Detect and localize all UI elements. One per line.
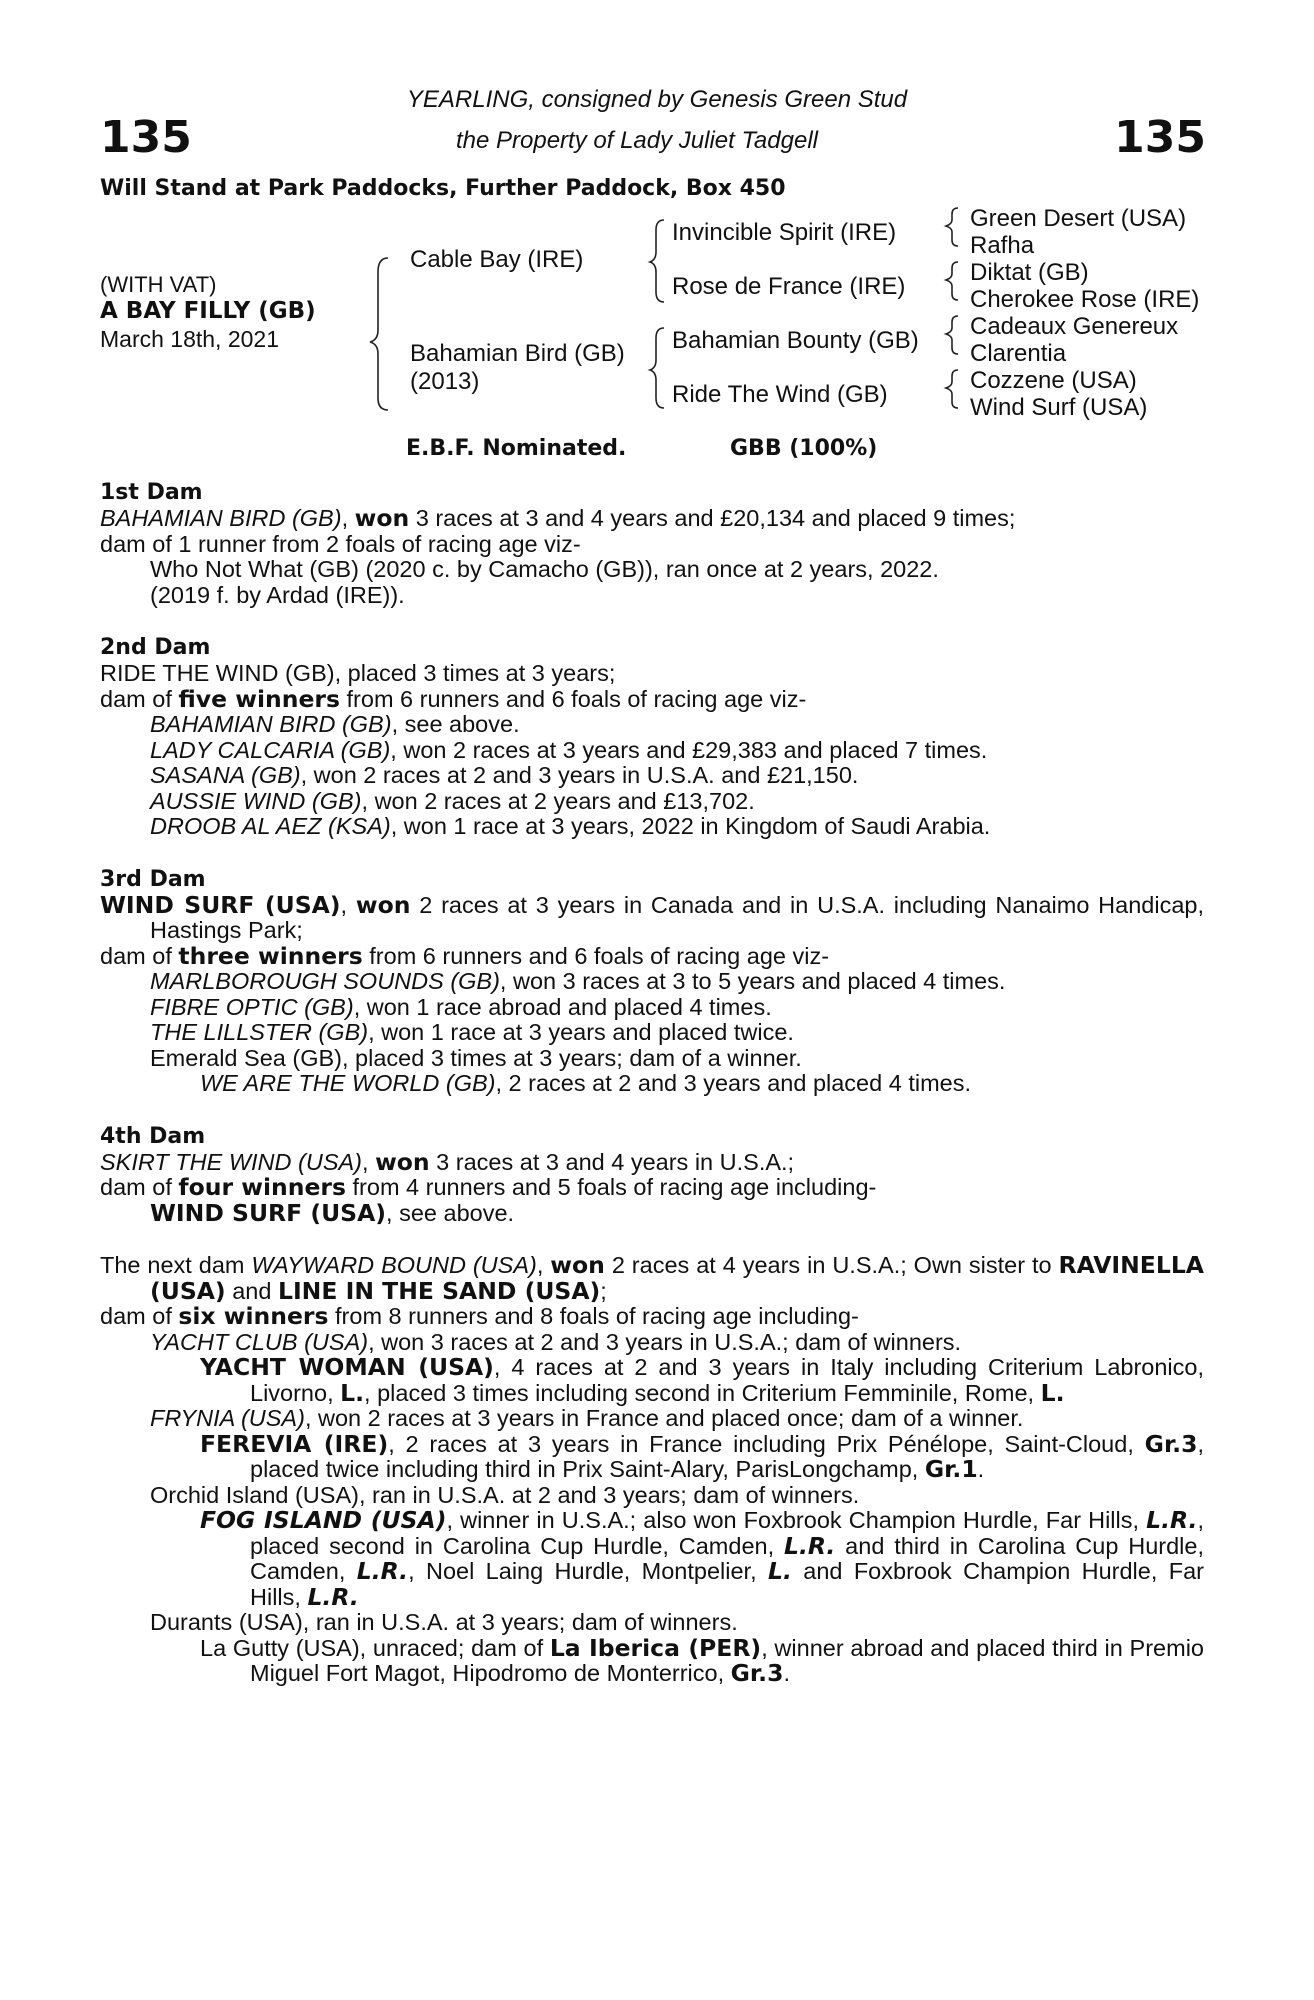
- record-text: YACHT CLUB (USA): [150, 1328, 369, 1355]
- record-text: won: [354, 504, 410, 532]
- dam-year: (2013): [410, 368, 480, 395]
- ds-sire: Cadeaux Genereux: [970, 313, 1179, 340]
- record-text: and Foxbrook Champion Hurdle, Far Hills,: [250, 1558, 1204, 1610]
- record-text: , Noel Laing Hurdle, Montpelier,: [408, 1558, 768, 1584]
- consignor-line: YEARLING, consigned by Genesis Green Stud: [406, 86, 908, 113]
- record-text: , won 2 races at 2 years and £13,702.: [361, 787, 755, 814]
- record-line: [100, 1429, 1204, 1483]
- record-text: dam of: [100, 942, 179, 969]
- record-text: LADY CALCARIA (GB): [150, 736, 391, 763]
- record-text: SKIRT THE WIND (USA): [100, 1148, 362, 1175]
- record-text: Gr.3: [730, 1659, 784, 1687]
- record-text: and: [225, 1277, 278, 1304]
- record-line: [100, 1147, 1204, 1176]
- record-text: Gr.1: [924, 1455, 978, 1483]
- record-text: L.R.: [356, 1557, 409, 1585]
- record-text: , 2 races at 2 and 3 years and placed 4 times.: [495, 1070, 971, 1096]
- section-heading: 2nd Dam: [100, 635, 211, 660]
- record-line: [100, 1304, 1204, 1330]
- record-text: L.R.: [783, 1531, 836, 1560]
- record-text: , won 3 races at 2 and 3 years in U.S.A.; dam of winners.: [368, 1328, 962, 1355]
- stand-location: Will Stand at Park Paddocks, Further Paddock, Box 450: [100, 176, 786, 201]
- produce-record: [100, 480, 1204, 1687]
- dam-section: [100, 635, 1204, 840]
- ebf-note: E.B.F. Nominated.: [406, 436, 627, 461]
- ds-dam: Clarentia: [970, 340, 1067, 367]
- record-text: ,: [536, 1252, 551, 1278]
- sd-sire: Diktat (GB): [970, 259, 1089, 286]
- record-line: [100, 738, 1204, 764]
- record-text: YACHT WOMAN (USA): [200, 1353, 494, 1381]
- record-line: [100, 1610, 1204, 1636]
- record-text: Who Not What (GB) (2020 c. by Camacho (GB)), ran once at 2 years, 2022.: [150, 556, 939, 582]
- record-text: FRYNIA (USA): [150, 1405, 305, 1431]
- record-text: MARLBOROUGH SOUNDS (GB): [150, 968, 500, 994]
- record-text: , won 1 race at 3 years and placed twice.: [368, 1019, 794, 1045]
- record-line: [100, 1253, 1204, 1304]
- record-line: [100, 1020, 1204, 1046]
- record-text: L.: [340, 1378, 365, 1407]
- record-text: won: [375, 1147, 430, 1176]
- record-text: 3 races at 3 and 4 years and £20,134 and placed 9 times;: [409, 505, 1016, 531]
- dd-dam: Wind Surf (USA): [970, 394, 1148, 421]
- record-line: [100, 1330, 1204, 1356]
- record-line: [100, 941, 1204, 970]
- record-text: , placed 3 times including second in Criterium Femminile, Rome,: [364, 1379, 1041, 1406]
- record-line: [100, 1175, 1204, 1201]
- record-line: [100, 1071, 1204, 1097]
- record-text: 2 races at 4 years in U.S.A.; Own sister to: [604, 1252, 1059, 1278]
- record-text: , won 2 races at 3 years in France and placed once; dam of a winner.: [304, 1405, 1024, 1431]
- dam-section: [100, 1253, 1204, 1687]
- record-line: [100, 583, 1204, 609]
- record-text: , won 1 race at 3 years, 2022 in Kingdom of Saudi Arabia.: [390, 813, 991, 839]
- record-text: .: [977, 1456, 985, 1482]
- record-text: BAHAMIAN BIRD (GB): [100, 505, 342, 531]
- record-text: , 4 races at 2 and 3 years in Italy including Criterium Labronico, Livorno,: [250, 1354, 1204, 1406]
- record-text: .: [783, 1660, 790, 1686]
- horse-name: A BAY FILLY (GB): [100, 298, 316, 324]
- dam-sire: Bahamian Bounty (GB): [672, 327, 919, 354]
- record-text: ,: [362, 1148, 376, 1175]
- record-text: , winner in U.S.A.; also won Foxbrook Champion Hurdle, Far Hills,: [446, 1507, 1147, 1533]
- record-text: SASANA (GB): [150, 762, 301, 788]
- sire-sire: Invincible Spirit (IRE): [672, 219, 897, 246]
- record-text: dam of: [100, 1303, 179, 1329]
- record-line: [100, 1046, 1204, 1072]
- record-line: [100, 814, 1204, 840]
- record-text: , won 2 races at 2 and 3 years in U.S.A. and £21,150.: [300, 762, 859, 788]
- record-line: [100, 763, 1204, 789]
- record-text: DROOB AL AEZ (KSA): [150, 813, 391, 839]
- record-line: [100, 995, 1204, 1021]
- record-text: three winners: [178, 941, 363, 970]
- record-text: Orchid Island (USA), ran in U.S.A. at 2 and 3 years; dam of winners.: [150, 1481, 860, 1508]
- record-text: WE ARE THE WORLD (GB): [200, 1070, 496, 1096]
- record-text: 3 races at 3 and 4 years in U.S.A.;: [429, 1148, 795, 1175]
- vat-note: (WITH VAT): [100, 272, 217, 297]
- record-text: from 4 runners and 5 foals of racing age including-: [346, 1174, 877, 1200]
- record-text: , winner abroad and placed third in Premio Miguel Fort Magot, Hipodromo de Monterrico,: [250, 1634, 1204, 1686]
- record-text: Emerald Sea (GB), placed 3 times at 3 years; dam of a winner.: [150, 1044, 802, 1071]
- record-text: , placed second in Carolina Cup Hurdle, Camden,: [250, 1507, 1204, 1559]
- record-line: [100, 684, 1204, 713]
- record-text: FOG ISLAND (USA): [200, 1506, 447, 1534]
- record-text: ,: [340, 891, 356, 918]
- dam-dam: Ride The Wind (GB): [672, 381, 888, 408]
- record-text: L.R.: [1146, 1506, 1198, 1534]
- record-line: [100, 890, 1204, 944]
- record-line: [100, 557, 1204, 583]
- horse-dob: March 18th, 2021: [100, 326, 280, 352]
- record-line: [100, 969, 1204, 995]
- record-text: , 2 races at 3 years in France including Prix Pénélope, Saint-Cloud,: [388, 1430, 1145, 1457]
- record-text: dam of: [100, 1174, 179, 1200]
- record-text: RAVINELLA (USA): [150, 1251, 1204, 1305]
- record-text: L.: [767, 1557, 792, 1585]
- record-text: THE LILLSTER (GB): [150, 1019, 369, 1045]
- record-line: [100, 1198, 1204, 1227]
- record-text: , see above.: [391, 711, 520, 737]
- record-text: , see above.: [386, 1199, 515, 1226]
- record-text: , won 1 race abroad and placed 4 times.: [353, 993, 772, 1020]
- record-text: from 8 runners and 8 foals of racing age including-: [328, 1303, 859, 1329]
- record-text: LINE IN THE SAND (USA): [277, 1276, 601, 1305]
- record-text: RIDE THE WIND (GB), placed 3 times at 3 years;: [100, 660, 616, 686]
- record-text: dam of 1 runner from 2 foals of racing age viz-: [100, 530, 581, 557]
- record-line: [100, 1633, 1204, 1687]
- record-text: The next dam: [100, 1252, 252, 1278]
- record-text: dam of: [100, 685, 179, 712]
- record-text: six winners: [178, 1302, 329, 1330]
- record-line: [100, 532, 1204, 558]
- record-text: La Iberica (PER): [549, 1633, 762, 1662]
- dd-sire: Cozzene (USA): [970, 367, 1137, 394]
- section-heading: 4th Dam: [100, 1123, 206, 1149]
- record-text: from 6 runners and 6 foals of racing age viz-: [339, 685, 807, 712]
- record-text: Gr.3: [1144, 1429, 1198, 1458]
- record-text: L.R.: [307, 1582, 359, 1611]
- record-text: WIND SURF (USA): [150, 1198, 387, 1227]
- ss-dam: Rafha: [970, 232, 1035, 259]
- property-line: the Property of Lady Juliet Tadgell: [455, 127, 818, 154]
- record-text: , won 3 races at 3 to 5 years and placed 4 times.: [499, 968, 1006, 994]
- record-line: [100, 712, 1204, 738]
- record-text: won: [550, 1251, 605, 1279]
- sd-dam: Cherokee Rose (IRE): [970, 286, 1200, 313]
- record-text: AUSSIE WIND (GB): [150, 787, 362, 814]
- record-line: [100, 1355, 1204, 1406]
- dam-section: [100, 480, 1204, 608]
- record-text: La Gutty (USA), unraced; dam of: [200, 1634, 550, 1661]
- record-text: FEREVIA (IRE): [200, 1429, 389, 1458]
- dam-section: [100, 867, 1204, 1097]
- record-text: , placed twice including third in Prix Saint-Alary, ParisLongchamp,: [250, 1430, 1204, 1482]
- record-line: [100, 1508, 1204, 1610]
- record-line: [100, 1483, 1204, 1509]
- gbb-note: GBB (100%): [730, 436, 878, 461]
- sire-dam: Rose de France (IRE): [672, 273, 906, 300]
- section-heading: 3rd Dam: [100, 866, 206, 892]
- lot-number-right: 135: [1114, 112, 1206, 163]
- record-text: four winners: [178, 1173, 346, 1201]
- record-text: won: [355, 890, 411, 919]
- record-text: Durants (USA), ran in U.S.A. at 3 years; dam of winners.: [150, 1609, 738, 1635]
- ss-sire: Green Desert (USA): [970, 205, 1187, 232]
- record-text: five winners: [178, 684, 340, 713]
- record-text: WAYWARD BOUND (USA): [251, 1252, 537, 1278]
- record-line: [100, 661, 1204, 687]
- record-text: FIBRE OPTIC (GB): [150, 993, 354, 1020]
- record-text: L.: [1040, 1378, 1065, 1407]
- dam-name: Bahamian Bird (GB): [410, 340, 625, 367]
- record-text: , won 2 races at 3 years and £29,383 and placed 7 times.: [390, 736, 988, 763]
- lot-number-left: 135: [100, 112, 192, 163]
- record-line: [100, 1406, 1204, 1432]
- record-text: 2 races at 3 years in Canada and in U.S.A. including Nanaimo Handicap, Hastings Park;: [150, 891, 1204, 943]
- record-text: from 6 runners and 6 foals of racing age viz-: [362, 942, 830, 969]
- section-heading: 1st Dam: [100, 480, 203, 505]
- record-text: BAHAMIAN BIRD (GB): [150, 711, 392, 737]
- record-text: WIND SURF (USA): [100, 890, 341, 919]
- record-line: [100, 789, 1204, 815]
- record-text: ;: [600, 1277, 607, 1304]
- sire-name: Cable Bay (IRE): [410, 246, 584, 273]
- record-text: (2019 f. by Ardad (IRE)).: [150, 581, 405, 608]
- dam-section: [100, 1124, 1204, 1227]
- record-text: and third in Carolina Cup Hurdle, Camden,: [250, 1532, 1204, 1584]
- record-line: [100, 506, 1204, 532]
- record-text: ,: [341, 505, 355, 531]
